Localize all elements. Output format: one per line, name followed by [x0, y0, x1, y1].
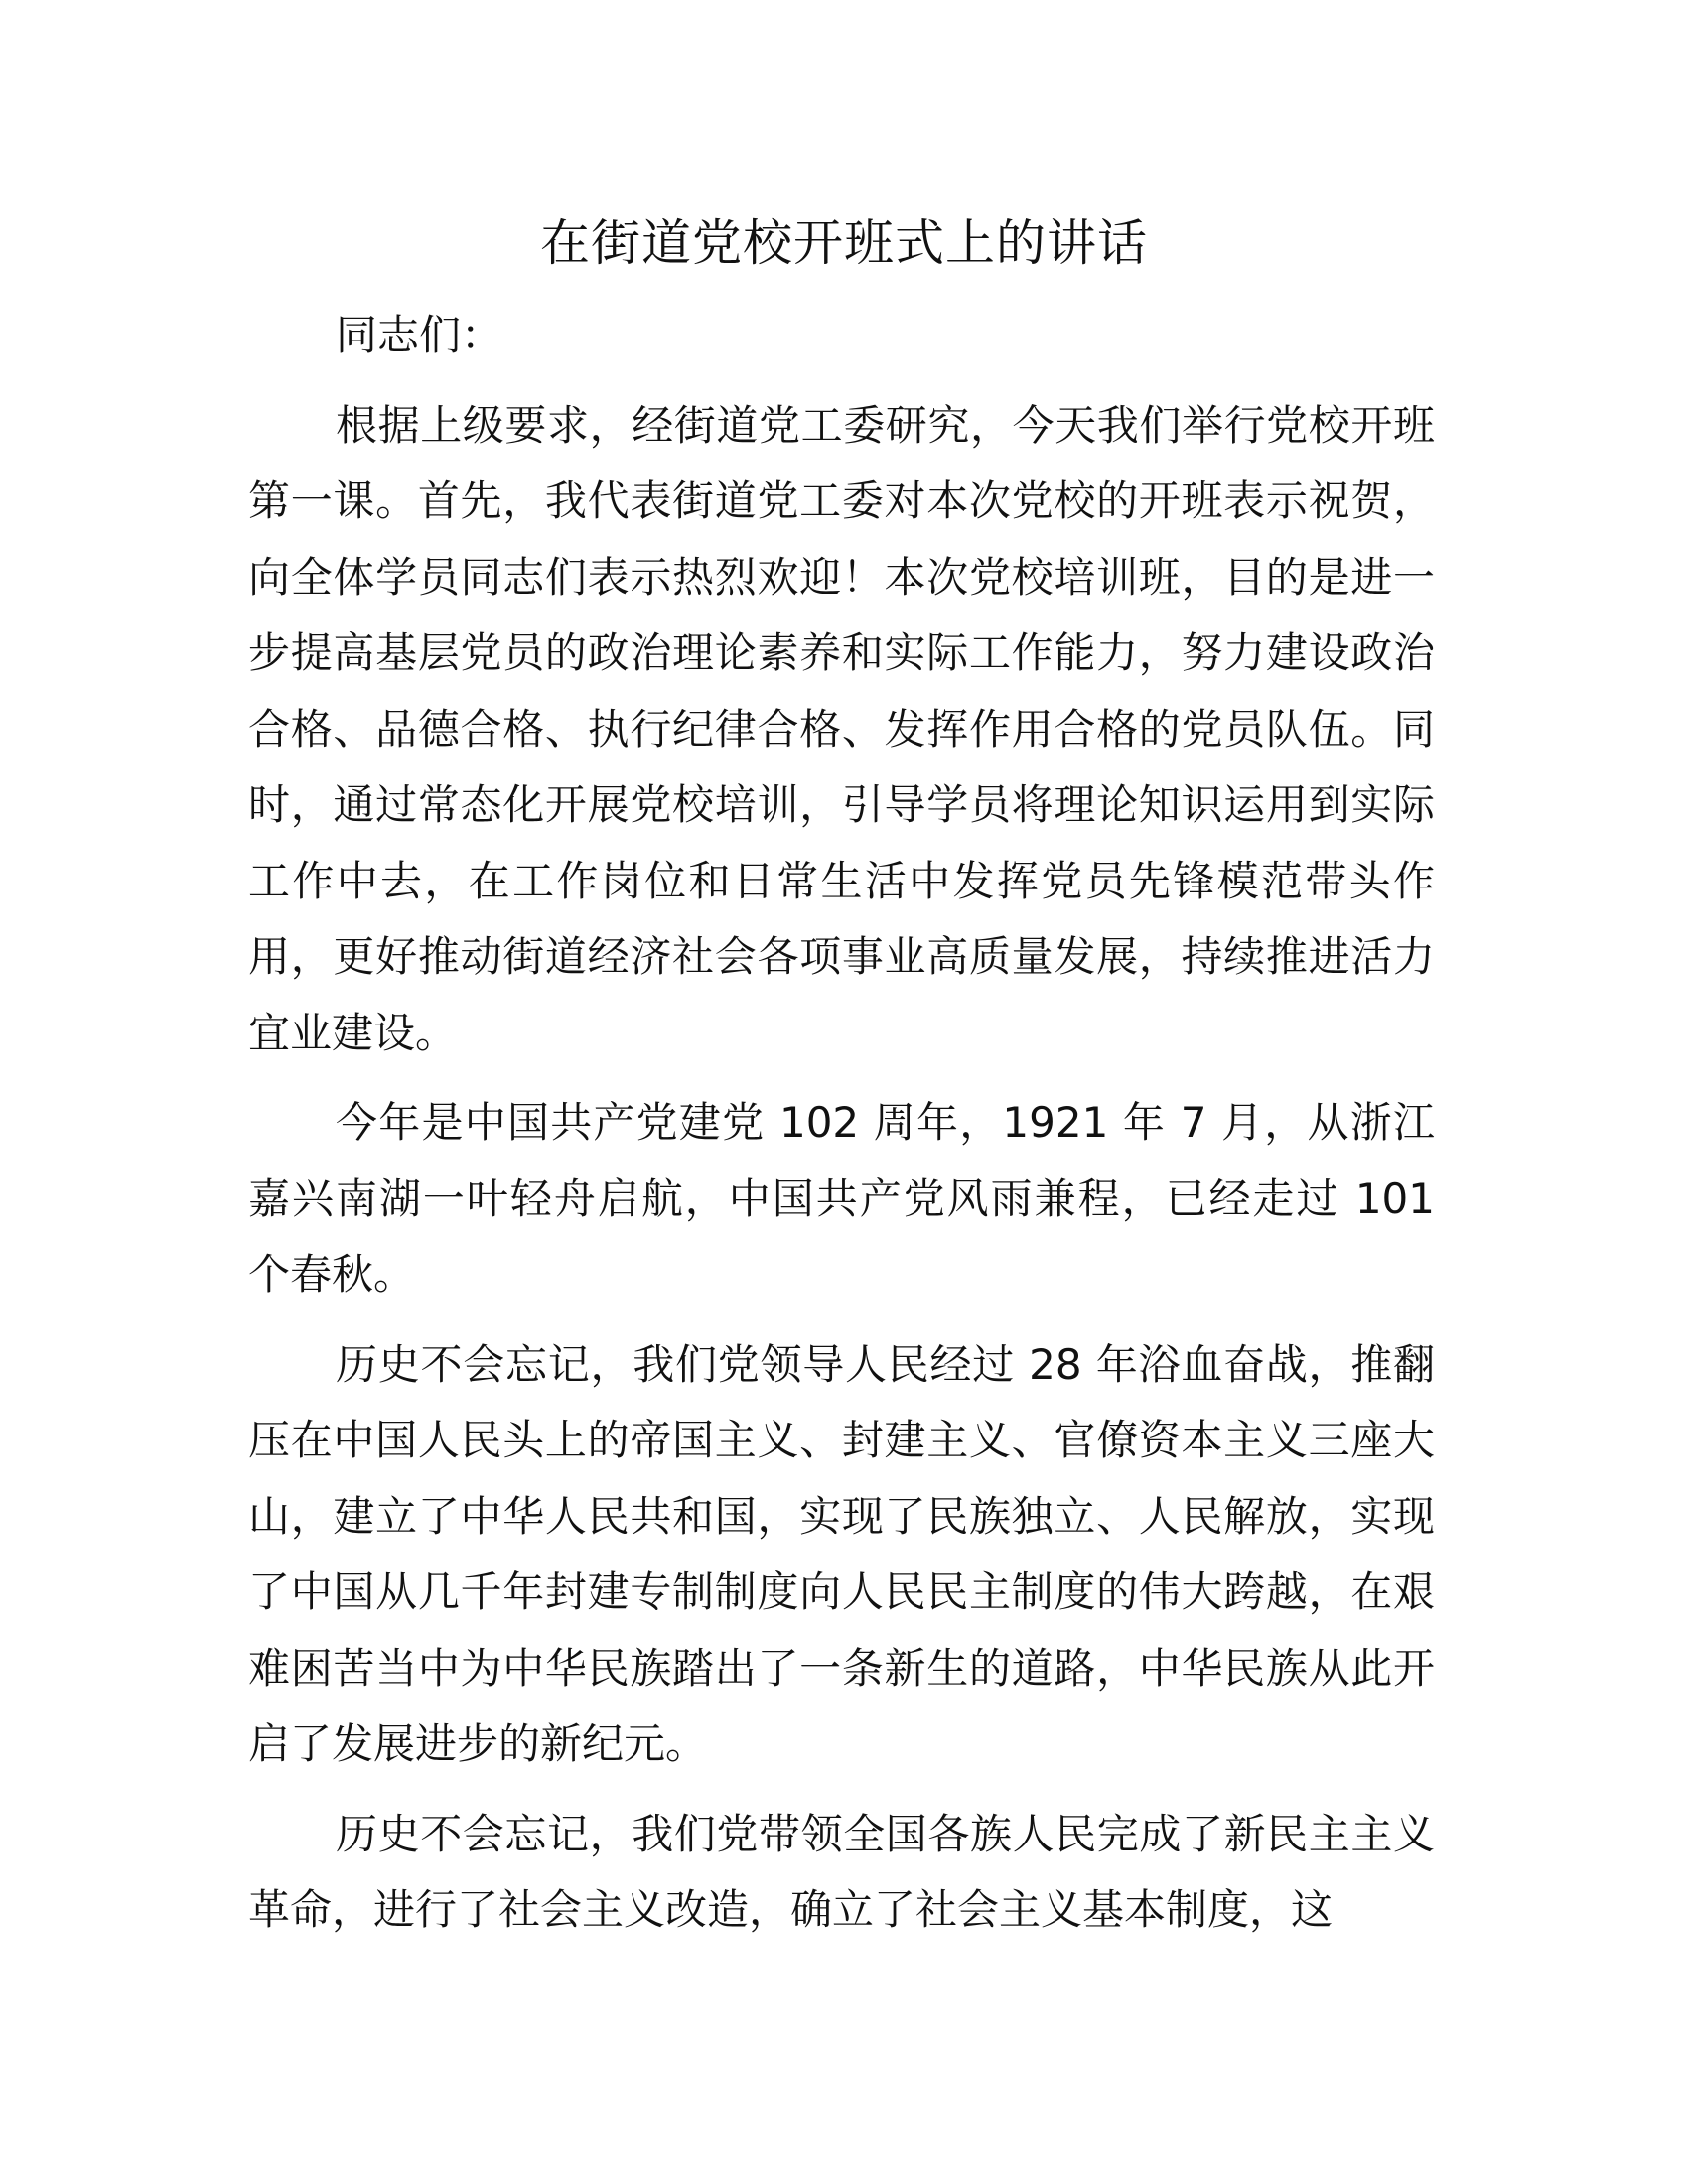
document-body	[248, 298, 1435, 1963]
paragraph-2: 今年是中国共产党建党 102 周年，1921 年 7 月，从浙江嘉兴南湖一叶轻舟启航，中国共产党风雨兼程，已经走过 101 个春秋。	[248, 1098, 1435, 1298]
document-title: 在街道党校开班式上的讲话	[540, 214, 1148, 272]
paragraph-3: 历史不会忘记，我们党领导人民经过 28 年浴血奋战，推翻压在中国人民头上的帝国主义、封建主义、官僚资本主义三座大山，建立了中华人民共和国，实现了民族独立、人民解放，实现了中国从几千年封建专制制度向人民民主制度的伟大跨越，在艰难困苦当中为中华民族踏出了一条新生的道路，中华民族从此开启了发展进步的新纪元。	[248, 1339, 1435, 1768]
paragraph-4: 历史不会忘记，我们党带领全国各族人民完成了新民主主义革命，进行了社会主义改造，确立了社会主义基本制度，这	[248, 1809, 1435, 1934]
paragraph-1: 根据上级要求，经街道党工委研究，今天我们举行党校开班第一课。首先，我代表街道党工委对本次党校的开班表示祝贺，向全体学员同志们表示热烈欢迎！本次党校培训班，目的是进一步提高基层党员的政治理论素养和实际工作能力，努力建设政治合格、品德合格、执行纪律合格、发挥作用合格的党员队伍。同时，通过常态化开展党校培训，引导学员将理论知识运用到实际工作中去，在工作岗位和日常生活中发挥党员先锋模范带头作用，更好推动街道经济社会各项事业高质量发展，持续推进活力宜业建设。	[248, 400, 1435, 1057]
greeting: 同志们：	[336, 311, 503, 359]
